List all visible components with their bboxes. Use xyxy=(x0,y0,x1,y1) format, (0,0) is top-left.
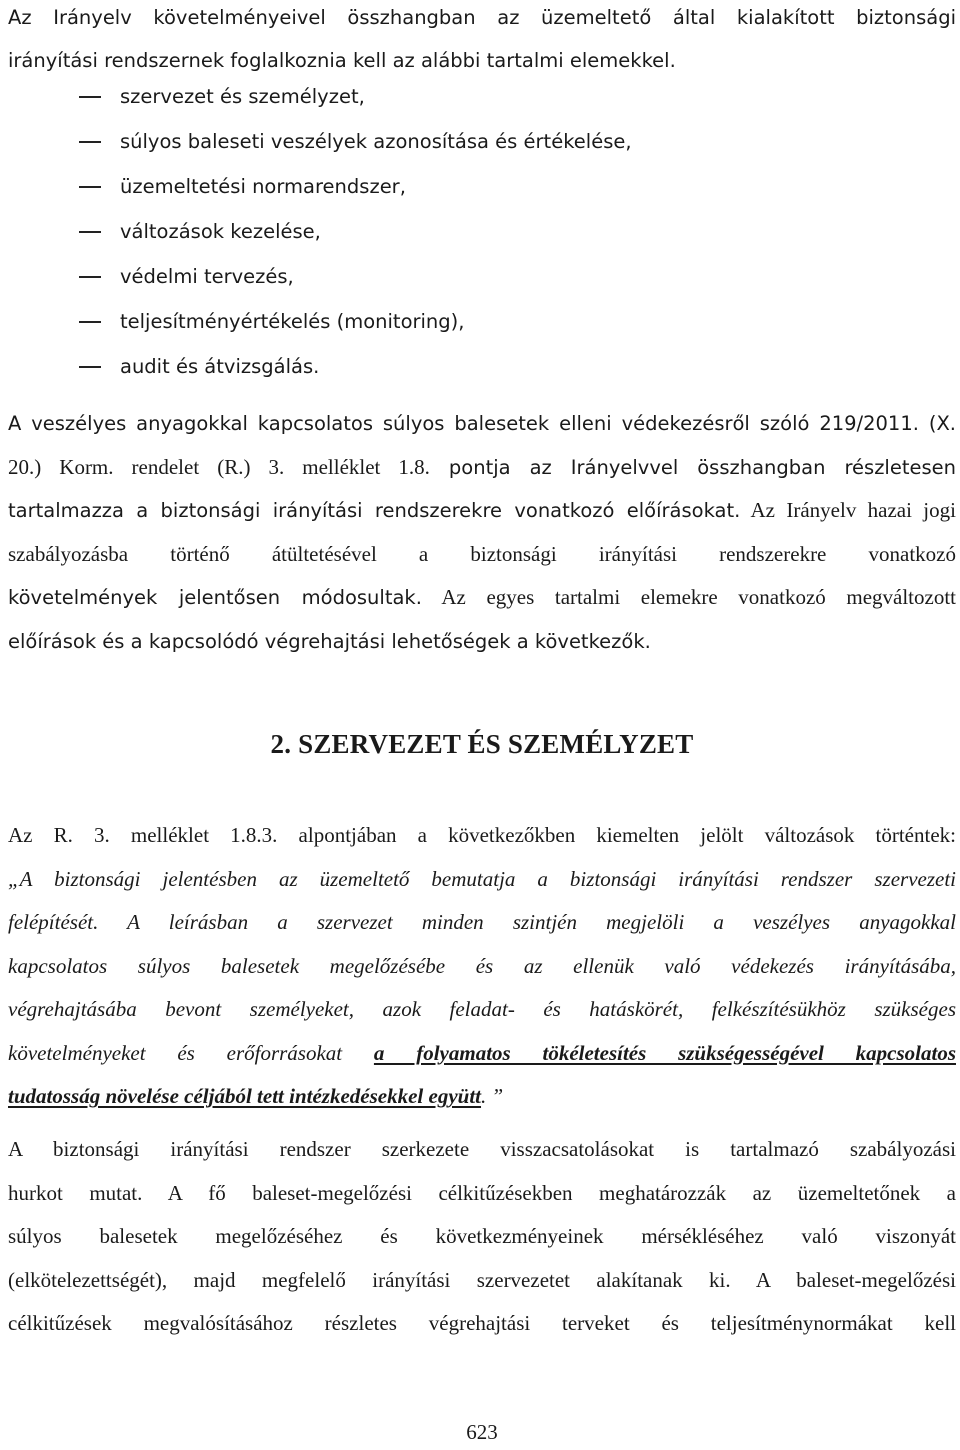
section-heading: 2. SZERVEZET ÉS SZEMÉLYZET xyxy=(270,729,694,759)
quote-line: felépítését. A leírásban a szervezet minden szintjén megjelöli a veszélyes anyagokkal xyxy=(8,910,956,934)
quote-line: követelményeket és erőforrásokat a folyamatos tökéletesítés szükségességével kapcsolatos xyxy=(8,1040,956,1065)
text-line: 20.) Korm. rendelet (R.) 3. melléklet 1.8. pontja az Irányelvvel összhangban részletesen xyxy=(8,454,956,479)
dash-bullet-icon xyxy=(79,96,101,98)
list-item: teljesítményértékelés (monitoring), xyxy=(8,299,956,344)
dash-bullet-icon xyxy=(79,231,101,233)
quote-line: tudatosság növelése céljából tett intézkedésekkel együtt. ” xyxy=(8,1084,504,1108)
intro-paragraph xyxy=(8,0,956,82)
dash-bullet-icon xyxy=(79,366,101,368)
highlighted-change: a folyamatos tökéletesítés szükségességével kapcsolatos xyxy=(373,1040,956,1065)
elements-list xyxy=(8,74,956,389)
text-line: tartalmazza a biztonsági irányítási rendszerekre vonatkozó előírásokat. Az Irányelv hazai jogi xyxy=(8,498,956,522)
amendment-paragraph xyxy=(8,814,956,1119)
list-item: szervezet és személyzet, xyxy=(8,74,956,119)
list-item: változások kezelése, xyxy=(8,209,956,254)
dash-bullet-icon xyxy=(79,276,101,278)
text-line: szabályozásba történő átültetésével a biztonsági irányítási rendszerekre vonatkozó xyxy=(8,541,956,566)
quote-line: kapcsolatos súlyos balesetek megelőzésébe és az ellenük való védekezés irányításába, xyxy=(8,953,956,978)
document-page xyxy=(8,0,956,1450)
text-line: célkitűzések megvalósításához részletes végrehajtási terveket és teljesítménynormákat kell xyxy=(8,1311,956,1335)
page-number: 623 xyxy=(466,1420,498,1444)
dash-bullet-icon xyxy=(79,186,101,188)
list-item: súlyos baleseti veszélyek azonosítása és értékelése, xyxy=(8,119,956,164)
text-line: Az Irányelv követelményeivel összhangban az üzemeltető által kialakított biztonsági xyxy=(8,6,956,29)
text-line: irányítási rendszernek foglalkoznia kell az alábbi tartalmi elemekkel. xyxy=(8,49,676,72)
dash-bullet-icon xyxy=(79,141,101,143)
structure-paragraph xyxy=(8,1128,956,1346)
quote-line: „A biztonsági jelentésben az üzemeltető bemutatja a biztonsági irányítási rendszer szervezeti xyxy=(8,866,956,891)
text-line: Az R. 3. melléklet 1.8.3. alpontjában a következőkben kiemelten jelölt változások történtek: xyxy=(8,823,956,847)
text-line: (elkötelezettségét), majd megfelelő irányítási szervezetet alakítanak ki. A baleset-megelőzési xyxy=(8,1267,956,1292)
list-item: üzemeltetési normarendszer, xyxy=(8,164,956,209)
text-line: A biztonsági irányítási rendszer szerkezete visszacsatolásokat is tartalmazó szabályozási xyxy=(8,1137,956,1161)
quote-line: végrehajtásába bevont személyeket, azok feladat- és hatáskörét, felkészítésükhöz szükséges xyxy=(8,997,956,1021)
text-line: A veszélyes anyagokkal kapcsolatos súlyos balesetek elleni védekezésről szóló 219/2011. (X. xyxy=(8,412,956,435)
list-item: audit és átvizsgálás. xyxy=(8,344,956,389)
text-line: súlyos balesetek megelőzéséhez és következményeinek mérsékléséhez való viszonyát xyxy=(8,1224,956,1248)
list-item: védelmi tervezés, xyxy=(8,254,956,299)
text-line: hurkot mutat. A fő baleset-megelőzési célkitűzésekben meghatározzák az üzemeltetőnek a xyxy=(8,1180,956,1205)
dash-bullet-icon xyxy=(79,321,101,323)
text-line: előírások és a kapcsolódó végrehajtási lehetőségek a következők. xyxy=(8,629,651,653)
text-line: követelmények jelentősen módosultak. Az egyes tartalmi elemekre vonatkozó megváltozott xyxy=(8,585,956,609)
regulation-paragraph xyxy=(8,402,956,663)
highlighted-change: tudatosság növelése céljából tett intézkedésekkel együtt xyxy=(8,1084,482,1108)
